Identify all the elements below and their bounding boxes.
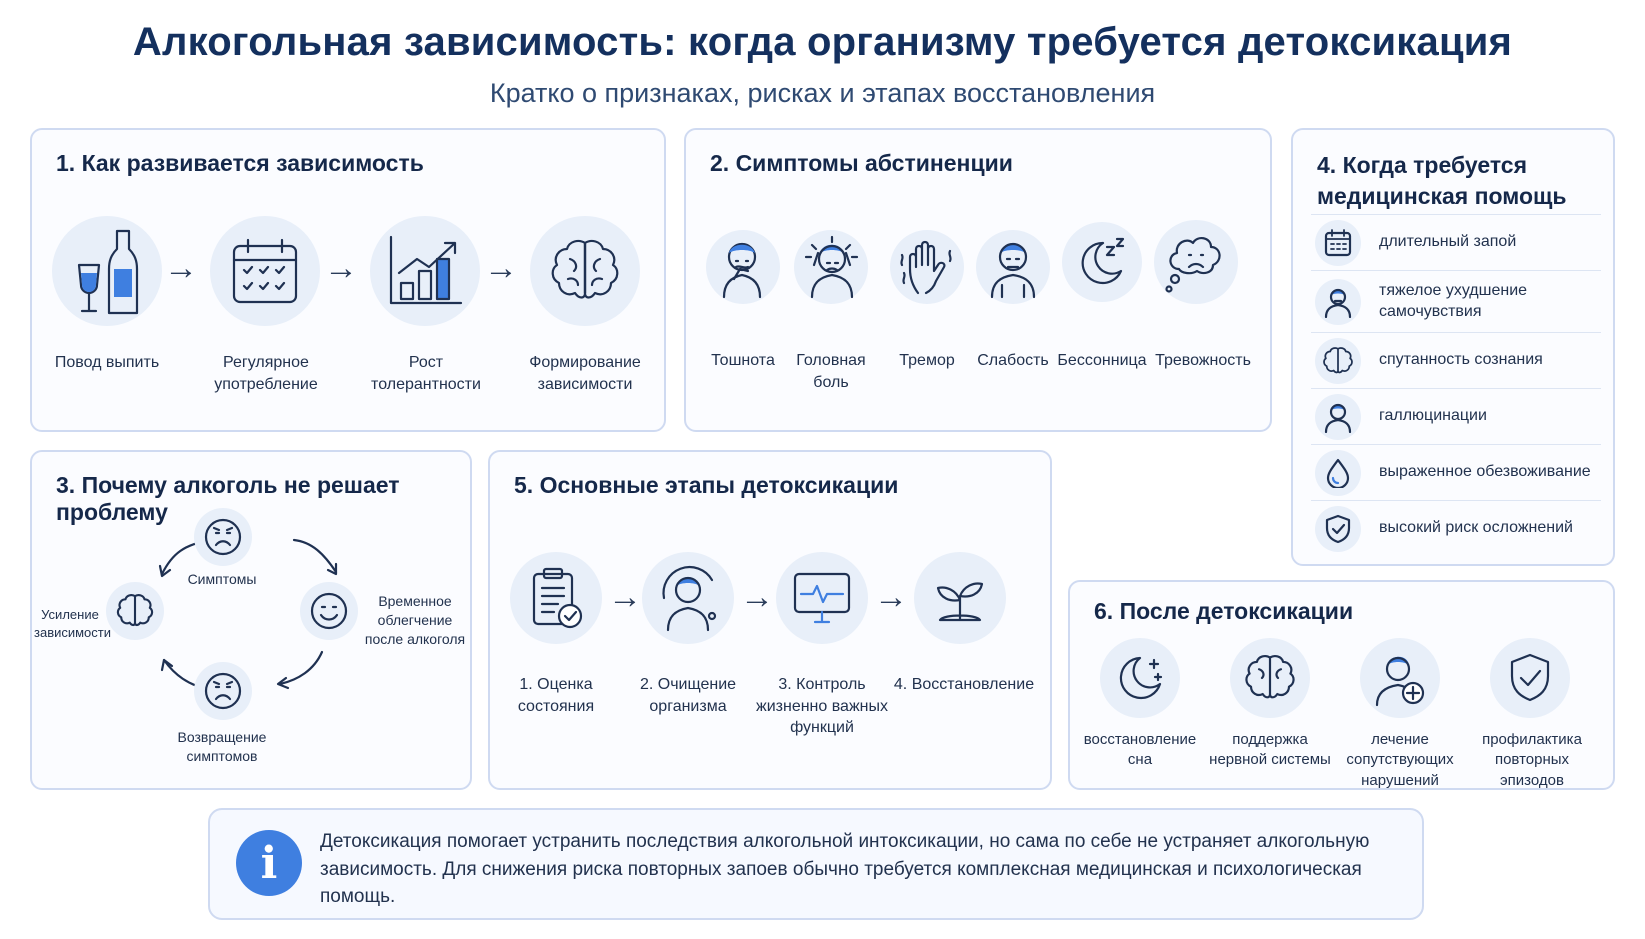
sad-face-icon	[194, 662, 252, 720]
info-note	[208, 808, 1424, 920]
step-label: Регулярное употребление	[214, 354, 318, 393]
clipboard-check-icon	[510, 552, 602, 644]
item-label: длительный запой	[1379, 233, 1517, 251]
item-label: высокий риск осложнений	[1379, 519, 1573, 537]
brain-icon	[1315, 338, 1361, 384]
brain-icon	[530, 216, 640, 326]
arrow-right-icon: →	[324, 249, 358, 287]
symptom-label: Тремор	[899, 352, 955, 369]
list-item	[1311, 332, 1601, 388]
wine-bottle-icon	[52, 216, 162, 326]
person-unwell-icon	[1315, 279, 1361, 325]
after-label: поддержка нервной системы	[1209, 731, 1331, 769]
list-item	[1311, 270, 1601, 332]
section-title: 4. Когда требуется медицинская помощь	[1317, 152, 1567, 210]
person-cleanse-icon	[642, 552, 734, 644]
section-why-alcohol-fails	[30, 450, 472, 790]
symptom-label: Тревожность	[1155, 352, 1251, 369]
item-label: галлюцинации	[1379, 407, 1487, 425]
after-label: лечение сопутствующих нарушений	[1346, 731, 1454, 789]
anxiety-icon	[1154, 220, 1238, 304]
item-label: спутанность сознания	[1379, 351, 1543, 369]
calendar-grid-icon	[1315, 220, 1361, 266]
after-label: восстановление сна	[1083, 731, 1197, 769]
section-dependency-development	[30, 128, 666, 432]
water-drop-icon	[1315, 450, 1361, 496]
step-label: Формирование зависимости	[529, 354, 641, 393]
symptom-label: Слабость	[977, 352, 1049, 369]
sprout-icon	[914, 552, 1006, 644]
sad-face-icon	[194, 508, 252, 566]
stage-label: 3. Контроль жизненно важных функций	[756, 676, 888, 737]
info-text: Детоксикация помогает устранить последствия алкогольной интоксикации, но сама по себе не устраняет алкогольную зависимость. Для снижения риска повторных запоев обычно требуется комплексная медицинская и психологическая помощь.	[320, 831, 1370, 908]
nausea-icon	[706, 230, 780, 304]
cycle-label-bottom: Возвращение симптомов	[177, 729, 267, 764]
step-label: Рост толерантности	[371, 354, 481, 393]
weakness-icon	[976, 230, 1050, 304]
step-label: Повод выпить	[54, 354, 160, 371]
section-title: 5. Основные этапы детоксикации	[514, 472, 899, 498]
list-item	[1311, 444, 1601, 500]
calendar-icon	[210, 216, 320, 326]
arrow-right-icon: →	[608, 578, 642, 616]
arrow-right-icon: →	[874, 578, 908, 616]
section-title: 1. Как развивается зависимость	[56, 150, 424, 176]
cycle-label-left: Усиление зависимости	[34, 607, 112, 640]
person-icon	[1315, 394, 1361, 440]
item-label: тяжелое ухудшение самочувствия	[1379, 281, 1528, 320]
stage-label: 1. Оценка состояния	[517, 676, 595, 715]
section-withdrawal-symptoms	[684, 128, 1272, 432]
info-icon: i	[236, 830, 302, 896]
smile-face-icon	[300, 582, 358, 640]
cycle-label-top: Симптомы	[187, 571, 257, 587]
section-title: 2. Симптомы абстиненции	[710, 150, 1013, 176]
section-after-detox	[1068, 580, 1615, 790]
list-item	[1311, 214, 1601, 270]
brain-icon	[1230, 638, 1310, 718]
moon-stars-icon	[1100, 638, 1180, 718]
page-title: Алкогольная зависимость: когда организму требуется детоксикация	[132, 20, 1513, 64]
after-label: профилактика повторных эпизодов	[1482, 731, 1582, 789]
moon-sleep-icon	[1062, 222, 1142, 302]
brain-icon	[106, 582, 164, 640]
section-when-medical-help	[1291, 128, 1615, 566]
list-item	[1311, 388, 1601, 444]
shield-check-icon	[1315, 506, 1361, 552]
doctor-plus-icon	[1360, 638, 1440, 718]
section-detox-stages	[488, 450, 1052, 790]
stage-label: 4. Восстановление	[893, 676, 1035, 693]
cycle-label-right: Временное облегчение после алкоголя	[364, 593, 466, 647]
arrow-right-icon: →	[740, 578, 774, 616]
symptom-label: Тошнота	[711, 352, 775, 369]
arrow-right-icon: →	[164, 249, 198, 287]
stage-label: 2. Очищение организма	[639, 676, 737, 715]
monitor-pulse-icon	[776, 552, 868, 644]
growth-chart-icon	[370, 216, 480, 326]
arrow-right-icon: →	[484, 249, 518, 287]
symptom-label: Головная боль	[796, 352, 866, 391]
section-title: 3. Почему алкоголь не решает проблему	[56, 472, 400, 525]
symptom-label: Бессонница	[1057, 352, 1147, 369]
tremor-hand-icon	[890, 230, 964, 304]
section-title: 6. После детоксикации	[1094, 598, 1354, 624]
list-item	[1311, 500, 1601, 556]
shield-check-icon	[1490, 638, 1570, 718]
page-subtitle: Кратко о признаках, рисках и этапах восстановления	[489, 78, 1156, 108]
item-label: выраженное обезвоживание	[1379, 463, 1591, 481]
headache-icon	[794, 230, 868, 304]
